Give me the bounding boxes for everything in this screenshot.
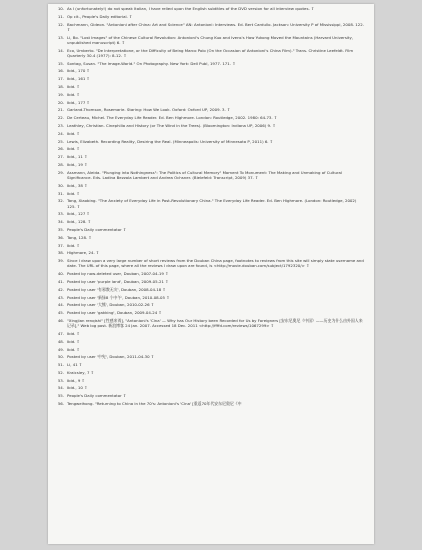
endnote-item (55, 318, 365, 328)
endnote-text: Ibid. ⇧ (67, 146, 80, 152)
endnote-number: 28. (57, 161, 64, 167)
endnote-text: People's Daily commentator ⇧ (67, 226, 127, 232)
endnote-text: Ibid., 161 ⇧ (67, 76, 90, 82)
endnote-item (55, 191, 365, 196)
endnote-number: 12. (57, 21, 64, 27)
endnote-text: Ibid., 177 ⇧ (67, 99, 90, 105)
endnote-number: 46. (57, 317, 64, 323)
endnote-text: Ibid. ⇧ (67, 190, 80, 196)
endnote-text: Tang, 128. ⇧ (67, 234, 92, 240)
endnote-text: Since I draw upon a very large number of short reviews from the Douban China page, footnotes to reviews from this site will simply state username and date. The URL of this page, where all the reviews I draw upon are found, is <http://movie.douban.com/subject/1792320/> ⇧ (67, 258, 364, 269)
endnote-number: 30. (57, 182, 64, 188)
endnote-item (55, 198, 365, 208)
endnote-number: 11. (57, 13, 64, 19)
endnote-number: 43. (57, 294, 64, 300)
endnote-item (55, 100, 365, 105)
endnote-number: 22. (57, 115, 64, 121)
endnote-text: Eco, Umberto. "De Interpretatione, or the Difficulty of Being Marco Polo (On the Occasion of Antonioni's China Film)." Trans. Christine Leefeldt. Film Quarterly 30.4 (1977): 8-12. ⇧ (67, 47, 354, 58)
endnote-number: 21. (57, 107, 64, 113)
endnote-number: 18. (57, 83, 64, 89)
endnotes-list (55, 6, 365, 409)
endnote-text: Ibid., 170 ⇧ (67, 68, 90, 74)
endnote-item (55, 92, 365, 97)
endnote-item (55, 362, 365, 367)
endnote-text: Ibid., 38 ⇧ (67, 182, 88, 188)
endnote-number: 35. (57, 226, 64, 232)
endnote-item (55, 139, 365, 144)
endnote-item (55, 310, 365, 315)
endnote-text: Posted by user 'gakking', Douban, 2009-04-24 ⇧ (67, 310, 162, 316)
endnote-item (55, 354, 365, 359)
endnote-number: 48. (57, 338, 64, 344)
endnote-text: Garland-Thomson, Rosemarie. Staring: How We Look. Oxford: Oxford UP, 2009. 3. ⇧ (67, 107, 231, 113)
endnote-item (55, 211, 365, 216)
endnote-item (55, 258, 365, 268)
endnote-item (55, 115, 365, 120)
endnote-number: 17. (57, 76, 64, 82)
endnote-item (55, 76, 365, 81)
endnote-item (55, 35, 365, 45)
endnote-number: 20. (57, 99, 64, 105)
endnote-text: Kraicsley, 7 ⇧ (67, 369, 95, 375)
endnote-text: Lewis, Elizabeth. Recording Reality, Desiring the Real. (Minneapolis: University of Minnesota P, 2011) 6. ⇧ (67, 138, 274, 144)
endnote-number: 54. (57, 385, 64, 391)
endnote-number: 23. (57, 122, 64, 128)
endnote-text: Ibid., 19 ⇧ (67, 161, 88, 167)
endnote-item (55, 14, 365, 19)
endnote-text: Posted by user '有邪教无灾', Douban, 2008-04-18 ⇧ (67, 286, 166, 292)
endnote-number: 40. (57, 271, 64, 277)
endnote-text: Ibid. ⇧ (67, 242, 80, 248)
endnote-item (55, 61, 365, 66)
endnote-number: 13. (57, 34, 64, 40)
endnote-number: 36. (57, 234, 64, 240)
endnote-text: Bachmann, Gideon. "Antonioni after China: Art and Science" AN: Antonioni: Interviews. Ed. Bert Cardullo. Jackson: University P of Mississippi, 2008. 122. ⇧ (67, 21, 364, 32)
endnote-number: 51. (57, 362, 64, 368)
endnote-item (55, 146, 365, 151)
endnote-text: Tengweihong. "Returning to China in the 70's: Antonioni's 'Cina' [重返70年代安东尼奥尼《中 (67, 401, 242, 407)
endnote-text: Posted by user '中宪', Douban, 2011-04-30 ⇧ (67, 354, 155, 360)
endnote-text: Li, Bo. "Lost Images" of the Chinese Cultural Revolution: Antonioni's Chung Kuo and Ivens's How Yukong Moved the Mountains (Harvard University, unpublished manuscript) 6. ⇧ (67, 34, 354, 45)
endnote-item (55, 48, 365, 58)
endnote-text: Ibid., 10 ⇧ (67, 385, 88, 391)
endnote-number: 55. (57, 393, 64, 399)
endnote-number: 45. (57, 310, 64, 316)
endnote-item (55, 183, 365, 188)
endnote-item (55, 170, 365, 180)
endnote-item (55, 243, 365, 248)
endnote-item (55, 22, 365, 32)
endnote-number: 39. (57, 258, 64, 264)
endnote-number: 16. (57, 68, 64, 74)
endnote-number: 37. (57, 242, 64, 248)
endnote-number: 52. (57, 369, 64, 375)
endnote-text: Assmann, Aleida. "Plunging into Nothingness": The Politics of Cultural Memory" Moment To Monument: The Making and Unmaking of Cultural Significance. Eds. Ladina Bezzola Lambert and Andrea Ochsner. (Bielefeld: Transcript, 2009) 37. ⇧ (67, 169, 343, 180)
endnote-item (55, 154, 365, 159)
endnote-number: 10. (57, 6, 64, 11)
endnote-item (55, 84, 365, 89)
endnote-item (55, 162, 365, 167)
endnote-text: Ibid., 11 ⇧ (67, 154, 88, 160)
endnote-number: 44. (57, 302, 64, 308)
endnote-number: 26. (57, 146, 64, 152)
endnote-text: Op cit., People's Daily editorial. ⇧ (67, 13, 133, 19)
endnote-item (55, 250, 365, 255)
endnote-item (55, 235, 365, 240)
endnote-item (55, 401, 365, 406)
endnote-text: Leathley, Christian. Cinephilia and History (or The Wind in the Trees). (Bloomington: Indiana UP, 2006) 9. ⇧ (67, 122, 276, 128)
endnote-item (55, 123, 365, 128)
endnote-number: 50. (57, 354, 64, 360)
endnote-text: Posted by user '大熊', Douban, 2010-02-26 ⇧ (67, 302, 155, 308)
endnote-item (55, 131, 365, 136)
endnote-item (55, 347, 365, 352)
endnote-number: 29. (57, 169, 64, 175)
endnote-text: Ibid. ⇧ (67, 83, 80, 89)
endnote-text: Ibid. ⇧ (67, 130, 80, 136)
endnote-text: Highmore, 24. ⇧ (67, 250, 100, 256)
endnote-text: Ibid. ⇧ (67, 338, 80, 344)
endnote-text: As I (unfortunately!) do not speak Italian, I have relied upon the English subtitles of the DVD version for all interview quotes. ⇧ (67, 6, 315, 11)
endnote-number: 38. (57, 250, 64, 256)
endnote-item (55, 279, 365, 284)
endnote-item (55, 302, 365, 307)
endnote-number: 33. (57, 211, 64, 217)
endnote-item (55, 378, 365, 383)
endnote-item (55, 271, 365, 276)
endnote-number: 15. (57, 60, 64, 66)
endnote-number: 31. (57, 190, 64, 196)
endnote-text: De Certeau, Michel. The Everyday Life Reader. Ed. Ben Highmore. London: Routledge, 2002. 1980: 64-73. ⇧ (67, 115, 278, 121)
endnote-item (55, 219, 365, 224)
endnote-number: 27. (57, 154, 64, 160)
endnote-text: Posted by user 'purple land', Douban, 2009-05-21 ⇧ (67, 278, 169, 284)
endnote-number: 14. (57, 47, 64, 53)
endnote-text: "Xingjian renqishi" [性感来诱], "Antonioni's 'Cina' — Why has Our History been Recorded for Us by Foreigners [安东尼奥尼《中国》——历史为什么由外国人来记录]," Web log post. 新浪博客 24 Jan. 2007. Accessed 18 Dec. 2011 <http://ffffd.com/reviews/1067299> ⇧ (67, 317, 363, 329)
endnote-text: Posted by now-deleted user, Douban, 2007-04-19 ⇧ (67, 271, 169, 277)
endnote-number: 56. (57, 401, 64, 407)
endnote-text: Ibid. ⇧ (67, 346, 80, 352)
endnote-text: Tang, Xiaobing. "The Anxiety of Everyday Life in Post-Revolutionary China." The Everyday Life Reader. Ed. Ben Highmore. (London: Routledge, 2002) 125. ⇧ (67, 198, 357, 209)
endnote-number: 19. (57, 91, 64, 97)
endnote-text: Li, 41 ⇧ (67, 362, 83, 368)
endnote-text: People's Daily commentator ⇧ (67, 393, 127, 399)
endnote-item (55, 287, 365, 292)
endnote-number: 47. (57, 330, 64, 336)
endnote-text: Ibid. ⇧ (67, 330, 80, 336)
endnote-number: 49. (57, 346, 64, 352)
endnote-item (55, 107, 365, 112)
endnote-text: Sontag, Susan. "The Image-World." On Photography. New York: Dell Publ, 1977. 171. ⇧ (67, 60, 236, 66)
endnote-text: Ibid., 9 ⇧ (67, 377, 85, 383)
endnote-number: 25. (57, 138, 64, 144)
endnote-item (55, 6, 365, 11)
endnote-text: Ibid., 127 ⇧ (67, 211, 90, 217)
endnote-item (55, 227, 365, 232)
endnote-number: 41. (57, 278, 64, 284)
endnote-item (55, 385, 365, 390)
endnote-item (55, 295, 365, 300)
endnote-item (55, 370, 365, 375)
endnote-number: 42. (57, 286, 64, 292)
endnote-item (55, 331, 365, 336)
endnote-number: 34. (57, 219, 64, 225)
endnote-item (55, 393, 365, 398)
endnote-item (55, 68, 365, 73)
endnote-number: 53. (57, 377, 64, 383)
endnote-number: 32. (57, 198, 64, 204)
endnote-text: Posted by user '新绿8 个中午', Douban, 2010-08-05 ⇧ (67, 294, 170, 300)
endnote-text: Ibid., 128. ⇧ (67, 219, 92, 225)
endnote-number: 24. (57, 130, 64, 136)
endnote-text: Ibid. ⇧ (67, 91, 80, 97)
endnote-item (55, 339, 365, 344)
